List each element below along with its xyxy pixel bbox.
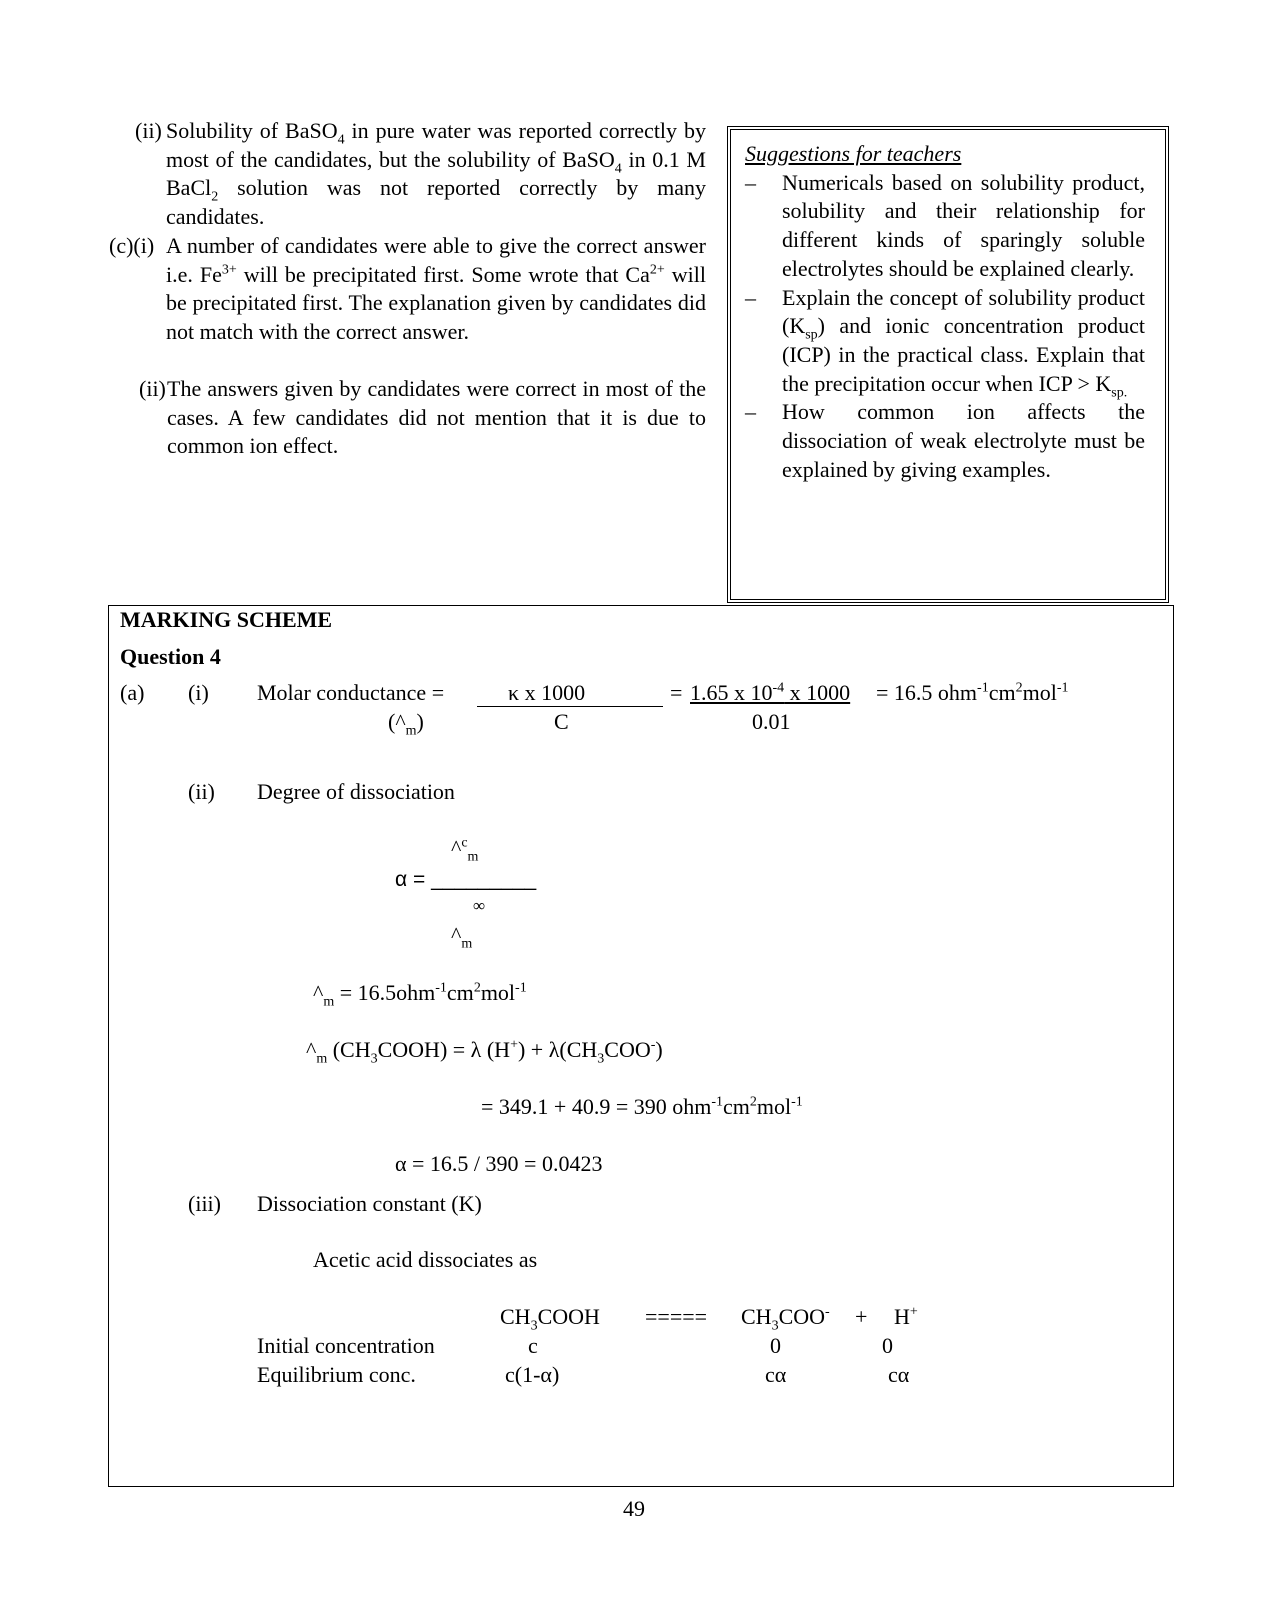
fraction-numerator: κ x 1000 — [508, 680, 586, 705]
molar-conductance-label: Molar conductance = — [257, 680, 445, 705]
alpha-equals: α = _________ — [395, 868, 537, 891]
suggestions-box — [727, 126, 1169, 603]
initial-conc-acid: c — [528, 1333, 538, 1358]
equation-reactant: $CH_3COOH$ — [500, 1304, 600, 1334]
equilibrium-arrow: ===== — [645, 1304, 708, 1329]
equation-plus: + — [855, 1304, 868, 1329]
suggestions-title: Suggestions for teachers — [745, 141, 962, 166]
part-ii-label: (ii) — [188, 779, 215, 804]
observation-c-ii: (ii) The answers given by candidates were correct in most of the cases. A few candidates did not mention that it is due to common ion effect. — [139, 376, 706, 458]
marking-scheme-title: MARKING SCHEME — [120, 607, 333, 632]
observation-c-i: (c)(i) A number of candidates were able to give the correct answer i.e. $Fe^{3+}$ will be precipitated first. Some wrote that $Ca^{2+}$ will be precipitated first. The explanation given by candidates did not match with the correct answer. — [109, 233, 706, 344]
suggestion-item: – Explain the concept of solubility product $(K_{sp})$ and ionic concentration product (ICP) in the practical class. Explain that the precipitation occur when ICP > $K_{sp.}$ — [745, 284, 1145, 401]
dissociation-constant-label: Dissociation constant (K) — [257, 1191, 482, 1216]
molar-symbol: $(\^{}_m)$ — [388, 709, 424, 739]
fraction-denominator: C — [554, 709, 569, 734]
fraction-denominator: 0.01 — [752, 709, 791, 734]
fraction-numerator: 1.65 x $10^{-4}$ x 1000 — [690, 680, 851, 705]
equilibrium-conc-acid: c(1-α) — [505, 1362, 560, 1387]
question-heading: Question 4 — [120, 644, 221, 669]
item-label: (ii) — [135, 118, 162, 143]
part-iii-label: (iii) — [188, 1191, 221, 1216]
dash-bullet: – — [745, 169, 756, 195]
alpha-result: α = 16.5 / 390 = 0.0423 — [395, 1151, 603, 1176]
degree-of-dissociation-label: Degree of dissociation — [257, 779, 455, 804]
equilibrium-conc-hydrogen: cα — [888, 1362, 910, 1387]
alpha-numerator: ^$^c_m$ — [451, 835, 479, 865]
dash-bullet: – — [745, 284, 756, 310]
dash-bullet: – — [745, 399, 756, 425]
part-a-label: (a) — [120, 680, 145, 705]
initial-conc-acetate: 0 — [770, 1333, 781, 1358]
molar-conductance-value: $\^{}_m = 16.5ohm^{-1}cm^2mol^{-1}$ — [313, 980, 527, 1010]
alpha-denominator: $\^{}_m$ — [451, 922, 473, 952]
initial-conc-hydrogen: 0 — [882, 1333, 893, 1358]
page-number: 49 — [623, 1496, 645, 1521]
observation-b-ii: (ii) Solubility of BaSO$_4$ in pure water was reported correctly by most of the candidates, but the solubility of BaSO$_4$ in 0.1 M BaCl$_2$ solution was not reported correctly by many candidates. — [135, 118, 706, 229]
item-label: (ii) — [139, 376, 166, 401]
initial-concentration-label: Initial concentration — [257, 1333, 435, 1358]
equilibrium-conc-label: Equilibrium conc. — [257, 1362, 416, 1387]
suggestion-item: – How common ion affects the dissociation of weak electrolyte must be explained by giving examples. — [745, 399, 1145, 482]
equation-product-acetate: $CH_3COO^-$ — [741, 1304, 830, 1334]
infinity-symbol: ∞ — [473, 896, 486, 915]
equation-product-hydrogen: H+ — [894, 1304, 918, 1329]
item-label: (c)(i) — [109, 233, 155, 258]
suggestions-content — [745, 140, 1145, 484]
fraction-line — [477, 706, 663, 707]
molar-result: = 16.5 $ohm^{-1}cm^2mol^{-1}$ — [876, 680, 1069, 705]
suggestion-item: – Numericals based on solubility product, solubility and their relationship for different kinds of sparingly soluble electrolytes should be explained clearly. — [745, 169, 1145, 281]
limiting-conductance-equation: $\^{}_m$ $(CH_3COOH) = \lambda$ $(H^+) + \lambda(CH_3COO^-)$ — [306, 1037, 663, 1067]
limiting-conductance-sum: = 349.1 + 40.9 = 390 $ohm^{-1}cm^2mol^{-1}$ — [481, 1094, 803, 1119]
acetic-acid-label: Acetic acid dissociates as — [313, 1247, 538, 1272]
equals-sign: = — [670, 680, 683, 705]
equilibrium-conc-acetate: cα — [765, 1362, 787, 1387]
part-i-label: (i) — [188, 680, 209, 705]
